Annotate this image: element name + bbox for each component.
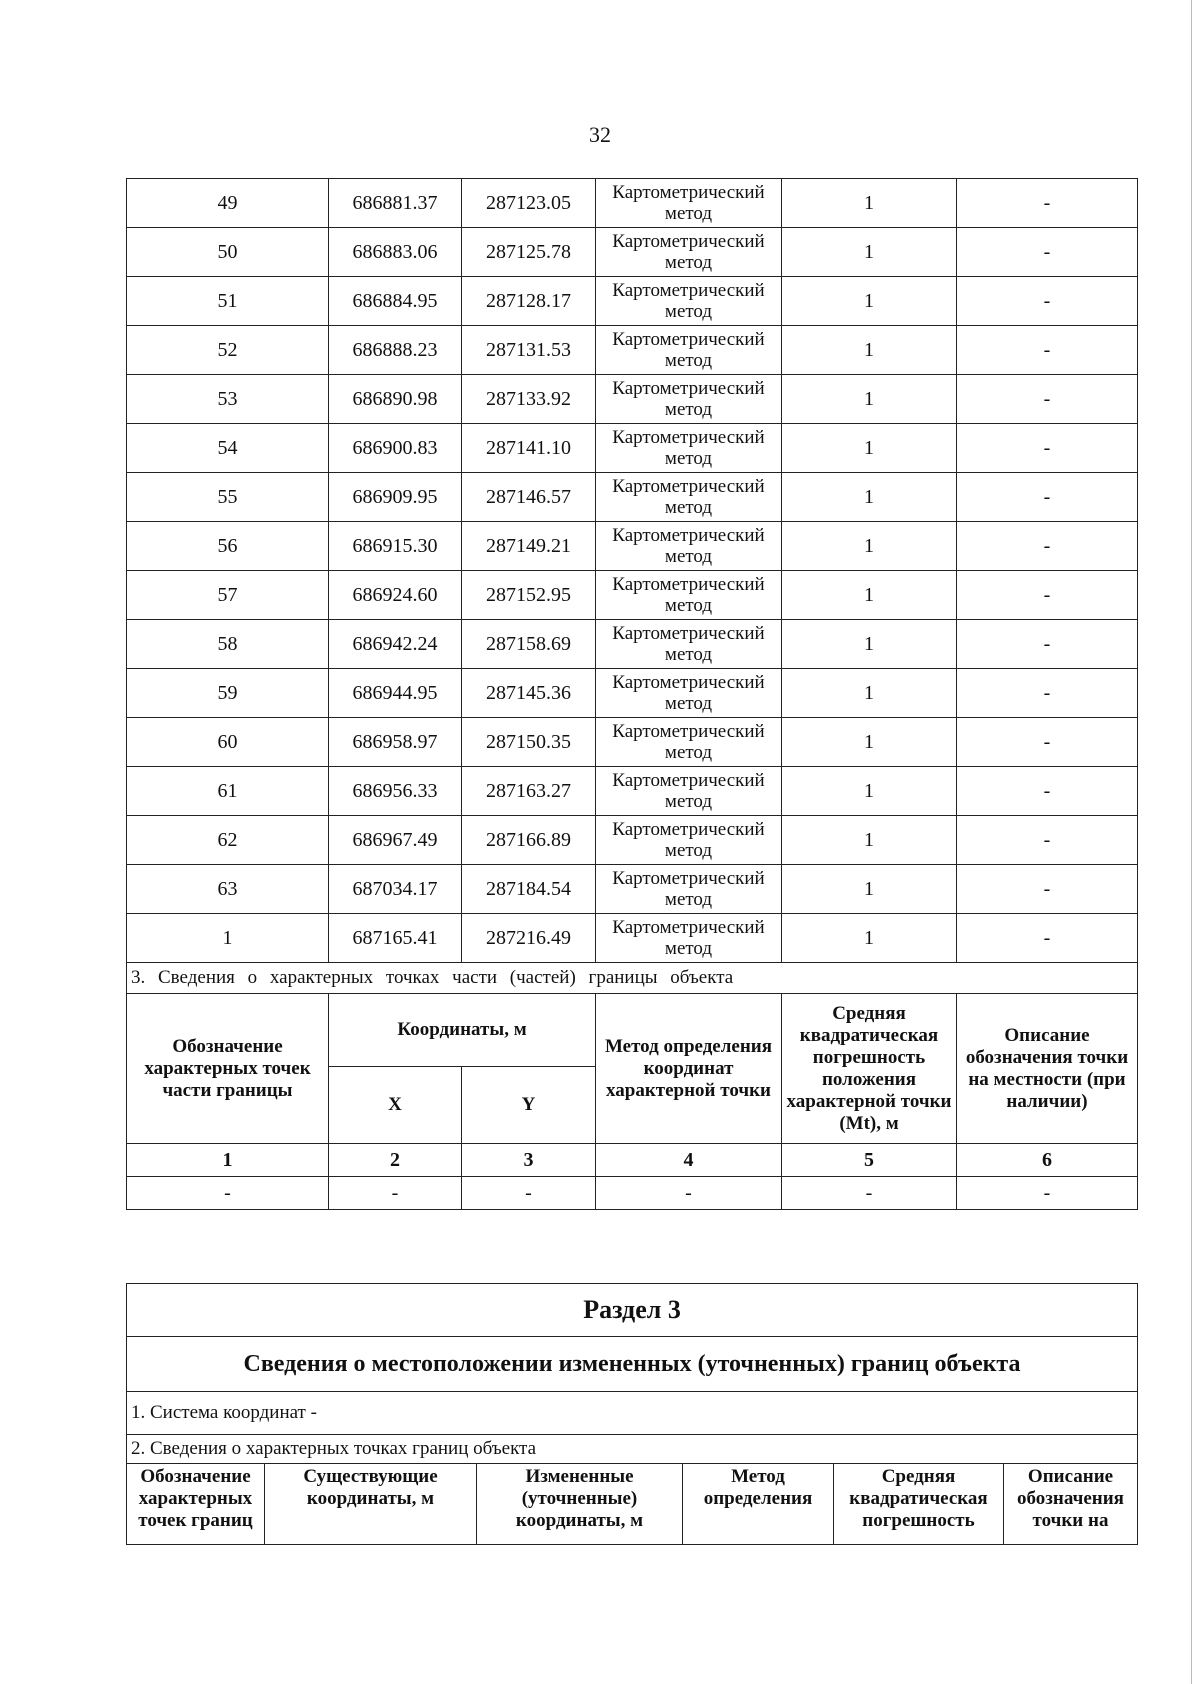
table-row — [127, 473, 1138, 522]
method-cell: Картометрический метод — [596, 571, 782, 620]
header-x: X — [329, 1067, 462, 1144]
error-cell: 1 — [782, 179, 957, 228]
error-cell: 1 — [782, 277, 957, 326]
description-cell: - — [957, 326, 1138, 375]
description-cell: - — [957, 767, 1138, 816]
point-id: 55 — [127, 473, 329, 522]
header-y: Y — [462, 1067, 596, 1144]
description-cell: - — [957, 571, 1138, 620]
column-number: 4 — [596, 1144, 782, 1177]
table-row — [127, 277, 1138, 326]
description-cell: - — [957, 816, 1138, 865]
x-coordinate: 687165.41 — [329, 914, 462, 963]
x-coordinate: 686944.95 — [329, 669, 462, 718]
table-row — [127, 669, 1138, 718]
x-coordinate: 686888.23 — [329, 326, 462, 375]
description-cell: - — [957, 718, 1138, 767]
point-id: 49 — [127, 179, 329, 228]
y-coordinate: 287184.54 — [462, 865, 596, 914]
y-coordinate: 287152.95 — [462, 571, 596, 620]
x-coordinate: 686900.83 — [329, 424, 462, 473]
table-row — [127, 375, 1138, 424]
header-existing-coordinates: Существующие координаты, м — [265, 1464, 477, 1545]
empty-cell: - — [596, 1177, 782, 1210]
header-error: Средняя квадратическая погрешность — [834, 1464, 1004, 1545]
table-row — [127, 718, 1138, 767]
description-cell: - — [957, 914, 1138, 963]
error-cell: 1 — [782, 767, 957, 816]
description-cell: - — [957, 375, 1138, 424]
y-coordinate: 287131.53 — [462, 326, 596, 375]
header-description: Описание обозначения точки на — [1004, 1464, 1138, 1545]
column-number-row — [127, 1144, 1138, 1177]
table-row — [127, 620, 1138, 669]
method-cell: Картометрический метод — [596, 375, 782, 424]
description-cell: - — [957, 522, 1138, 571]
y-coordinate: 287145.36 — [462, 669, 596, 718]
empty-cell: - — [957, 1177, 1138, 1210]
point-id: 50 — [127, 228, 329, 277]
column-number: 2 — [329, 1144, 462, 1177]
section-subtitle: Сведения о местоположении измененных (уточненных) границ объекта — [127, 1337, 1138, 1392]
point-id: 59 — [127, 669, 329, 718]
x-coordinate: 686924.60 — [329, 571, 462, 620]
method-cell: Картометрический метод — [596, 179, 782, 228]
method-cell: Картометрический метод — [596, 424, 782, 473]
description-cell: - — [957, 669, 1138, 718]
table-row — [127, 816, 1138, 865]
y-coordinate: 287149.21 — [462, 522, 596, 571]
empty-cell: - — [782, 1177, 957, 1210]
method-cell: Картометрический метод — [596, 767, 782, 816]
error-cell: 1 — [782, 522, 957, 571]
x-coordinate: 687034.17 — [329, 865, 462, 914]
point-id: 53 — [127, 375, 329, 424]
error-cell: 1 — [782, 620, 957, 669]
header-coordinates: Координаты, м — [329, 994, 596, 1067]
error-cell: 1 — [782, 914, 957, 963]
table-row — [127, 228, 1138, 277]
y-coordinate: 287166.89 — [462, 816, 596, 865]
empty-cell: - — [329, 1177, 462, 1210]
y-coordinate: 287123.05 — [462, 179, 596, 228]
method-cell: Картометрический метод — [596, 326, 782, 375]
table-row — [127, 326, 1138, 375]
part-section — [127, 963, 1138, 1210]
y-coordinate: 287133.92 — [462, 375, 596, 424]
x-coordinate: 686915.30 — [329, 522, 462, 571]
table-row — [127, 522, 1138, 571]
header-description: Описание обозначения точки на местности (при наличии) — [957, 994, 1138, 1144]
description-cell: - — [957, 179, 1138, 228]
section-title: Раздел 3 — [127, 1284, 1138, 1337]
error-cell: 1 — [782, 865, 957, 914]
description-cell: - — [957, 473, 1138, 522]
column-number: 3 — [462, 1144, 596, 1177]
method-cell: Картометрический метод — [596, 473, 782, 522]
error-cell: 1 — [782, 375, 957, 424]
description-cell: - — [957, 424, 1138, 473]
section3-table — [126, 1283, 1138, 1545]
point-id: 61 — [127, 767, 329, 816]
y-coordinate: 287216.49 — [462, 914, 596, 963]
method-cell: Картометрический метод — [596, 718, 782, 767]
points-heading: 2. Сведения о характерных точках границ объекта — [127, 1435, 1138, 1464]
method-cell: Картометрический метод — [596, 522, 782, 571]
boundary-points-table — [126, 178, 1138, 1210]
method-cell: Картометрический метод — [596, 865, 782, 914]
y-coordinate: 287146.57 — [462, 473, 596, 522]
header-method: Метод определения — [683, 1464, 834, 1545]
error-cell: 1 — [782, 473, 957, 522]
table-row — [127, 571, 1138, 620]
point-id: 58 — [127, 620, 329, 669]
table-row — [127, 865, 1138, 914]
column-number: 6 — [957, 1144, 1138, 1177]
error-cell: 1 — [782, 571, 957, 620]
table-row — [127, 767, 1138, 816]
x-coordinate: 686881.37 — [329, 179, 462, 228]
method-cell: Картометрический метод — [596, 228, 782, 277]
method-cell: Картометрический метод — [596, 669, 782, 718]
coord-system-line: 1. Система координат - — [127, 1392, 1138, 1435]
empty-row — [127, 1177, 1138, 1210]
point-id: 51 — [127, 277, 329, 326]
y-coordinate: 287128.17 — [462, 277, 596, 326]
error-cell: 1 — [782, 816, 957, 865]
point-id: 57 — [127, 571, 329, 620]
method-cell: Картометрический метод — [596, 277, 782, 326]
point-id: 60 — [127, 718, 329, 767]
header-changed-coordinates: Измененные (уточненные) координаты, м — [477, 1464, 683, 1545]
header-error: Средняя квадратическая погрешность положения характерной точки (Mt), м — [782, 994, 957, 1144]
empty-cell: - — [462, 1177, 596, 1210]
description-cell: - — [957, 277, 1138, 326]
description-cell: - — [957, 865, 1138, 914]
error-cell: 1 — [782, 669, 957, 718]
x-coordinate: 686942.24 — [329, 620, 462, 669]
scan-margin-line — [1191, 0, 1192, 1684]
header-designation: Обозначение характерных точек границ — [127, 1464, 265, 1545]
x-coordinate: 686883.06 — [329, 228, 462, 277]
table-row — [127, 914, 1138, 963]
x-coordinate: 686890.98 — [329, 375, 462, 424]
point-id: 1 — [127, 914, 329, 963]
empty-cell: - — [127, 1177, 329, 1210]
part-section-heading: 3. Сведения о характерных точках части (частей) границы объекта — [127, 963, 1138, 994]
error-cell: 1 — [782, 228, 957, 277]
method-cell: Картометрический метод — [596, 816, 782, 865]
method-cell: Картометрический метод — [596, 914, 782, 963]
y-coordinate: 287125.78 — [462, 228, 596, 277]
y-coordinate: 287150.35 — [462, 718, 596, 767]
point-id: 62 — [127, 816, 329, 865]
y-coordinate: 287158.69 — [462, 620, 596, 669]
header-designation: Обозначение характерных точек части границы — [127, 994, 329, 1144]
boundary-points-body — [127, 179, 1138, 963]
method-cell: Картометрический метод — [596, 620, 782, 669]
error-cell: 1 — [782, 326, 957, 375]
y-coordinate: 287141.10 — [462, 424, 596, 473]
point-id: 56 — [127, 522, 329, 571]
table-row — [127, 424, 1138, 473]
description-cell: - — [957, 228, 1138, 277]
x-coordinate: 686884.95 — [329, 277, 462, 326]
point-id: 63 — [127, 865, 329, 914]
x-coordinate: 686909.95 — [329, 473, 462, 522]
column-number: 5 — [782, 1144, 957, 1177]
description-cell: - — [957, 620, 1138, 669]
column-number: 1 — [127, 1144, 329, 1177]
x-coordinate: 686956.33 — [329, 767, 462, 816]
x-coordinate: 686958.97 — [329, 718, 462, 767]
x-coordinate: 686967.49 — [329, 816, 462, 865]
page-number: 32 — [589, 122, 611, 147]
point-id: 54 — [127, 424, 329, 473]
point-id: 52 — [127, 326, 329, 375]
y-coordinate: 287163.27 — [462, 767, 596, 816]
error-cell: 1 — [782, 718, 957, 767]
header-method: Метод определения координат характерной точки — [596, 994, 782, 1144]
table-row — [127, 179, 1138, 228]
error-cell: 1 — [782, 424, 957, 473]
